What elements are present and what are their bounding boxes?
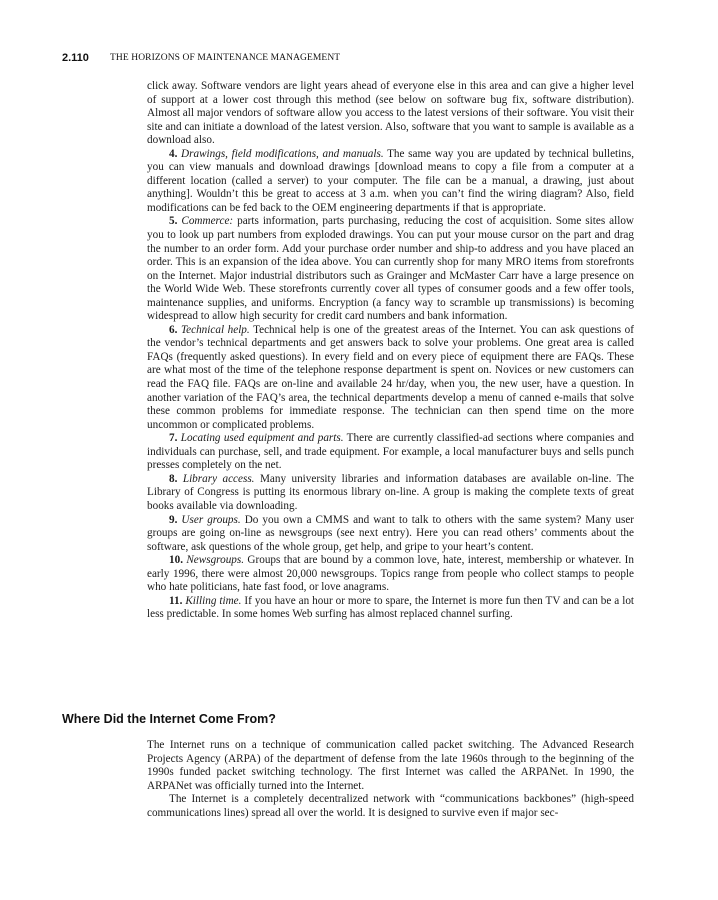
list-item-drawings [147,148,634,216]
book-title: THE HORIZONS OF MAINTENANCE MANAGEMENT [110,53,341,63]
page-number: 2.110 [62,52,89,64]
list-item-used-equipment [147,432,634,473]
list-item-killing-time [147,595,634,622]
list-item-library-access [147,473,634,514]
list-item-newsgroups [147,554,634,595]
running-header [62,52,662,66]
list-item-technical-help [147,324,634,432]
item-title: User groups. [181,513,241,526]
item-text: parts information, parts purchasing, reducing the cost of acquisition. Some sites allow you to look up part numbers from exploded drawings. You can put your mouse cursor on the part and drag the number to an order form. Add your purchase order number and ship-to address and you have placed an order. This is an expansion of the idea above. You can currently shop for many MRO items from storefronts on the Internet. Major industrial distributors such as Grainger and McMaster Carr have a large presence on the World Wide Web. These storefronts currently cover all types of consumer goods and a few offer tools, maintenance supplies, and uniforms. Encryption (a fancy way to scramble up transmissions) is becoming widespread to allow high security for credit card numbers and bank information. [147,215,634,323]
item-text: If you have an hour or more to spare, the Internet is more fun then TV and can be a lot less predictable. In some homes Web surfing has almost replaced channel surfing. [147,594,635,621]
item-text: The same way you are updated by technical bulletins, you can view manuals and download drawings [download means to copy a file from a computer at a different location (called a server) to your computer. The file can be a manual, a drawing, just about anything]. Wouldn’t this be great to access at 3 a.m. when you can’t find the wiring diagram? Also, field modifications can be fed back to the OEM engineering departments if that is appropriate. [147,147,634,214]
item-title: Library access. [182,472,255,485]
item-title: Technical help. [180,323,250,336]
item-number: 9. [169,513,178,526]
item-text: Groups that are bound by a common love, hate, interest, membership or whatever. In early 1996, there were almost 20,000 newsgroups. Topics range from people who collect stamps to people who hate politicians, hate fast food, or love anagrams. [147,554,635,594]
list-item-user-groups [147,514,634,555]
item-number: 8. [169,472,178,485]
item-title: Drawings, field modifications, and manuals. [181,147,384,160]
paragraph-packet-switching: The Internet runs on a technique of communication called packet switching. The Advanced Research Projects Agency (ARPA) of the department of defense from the late 1960s through to the beginning of the 1990s funded packet switching technology. The first Internet was called the ARPANet. In 1990, the ARPANet was officially turned into the Internet. [147,739,634,792]
item-number: 7. [169,432,178,445]
list-item-commerce [147,215,634,323]
item-number: 5. [169,215,178,228]
item-text: Many university libraries and information databases are available on-line. The Library of Congress is putting its enormous library on-line. A group is making the complete texts of great books available via downloading. [147,472,635,512]
item-text: There are currently classified-ad sections where companies and individuals can purchase, sell, and trade equipment. For example, a local manufacturer buys and sells punch presses completely on the net. [147,432,634,472]
item-number: 10. [169,554,183,567]
item-number: 4. [169,147,178,160]
item-number: 11. [169,594,183,607]
section-body [147,739,634,820]
item-title: Locating used equipment and parts. [180,432,344,445]
item-text: Do you own a CMMS and want to talk to others with the same system? Many user groups are going on-line as newsgroups (see next entry). Here you can read others’ comments about the software, ask questions of the whole group, get help, and gripe to your heart’s content. [147,513,635,553]
numbered-list-continuation [147,80,634,622]
intro-paragraph: click away. Software vendors are light years ahead of everyone else in this area and can give a higher level of support at a lower cost through this method (see below on software bug fix, software distribution). Almost all major vendors of software allow you access to the latest versions of their software. You visit their site and can initiate a download of the latest version. Also, software that you want to sample is available as a download also. [147,80,634,147]
section-heading: Where Did the Internet Come From? [62,712,276,726]
item-number: 6. [169,323,178,336]
item-title: Commerce: [181,215,234,228]
item-title: Newsgroups. [186,554,245,567]
item-title: Killing time. [185,594,242,607]
item-text: Technical help is one of the greatest areas of the Internet. You can ask questions of the vendor’s technical departments and get answers back to solve your problems. One great area is called FAQs (frequently asked questions). In every field and on every piece of equipment there are FAQs. These are what most of the time of the telephone response department is spent on. Novices or new customers can read the FAQ file. FAQs are on-line and available 24 hr/day, when you, the new user, have a question. In another variation of the FAQ’s area, the technical departments develop a menu of canned e-mails that solve these common problems for immediate response. The technician can then spend time on the more uncommon or complicated problems. [147,323,634,431]
paragraph-decentralized: The Internet is a completely decentralized network with “communications backbones” (high-speed communications lines) spread all over the world. It is designed to survive even if major sec- [147,793,634,819]
